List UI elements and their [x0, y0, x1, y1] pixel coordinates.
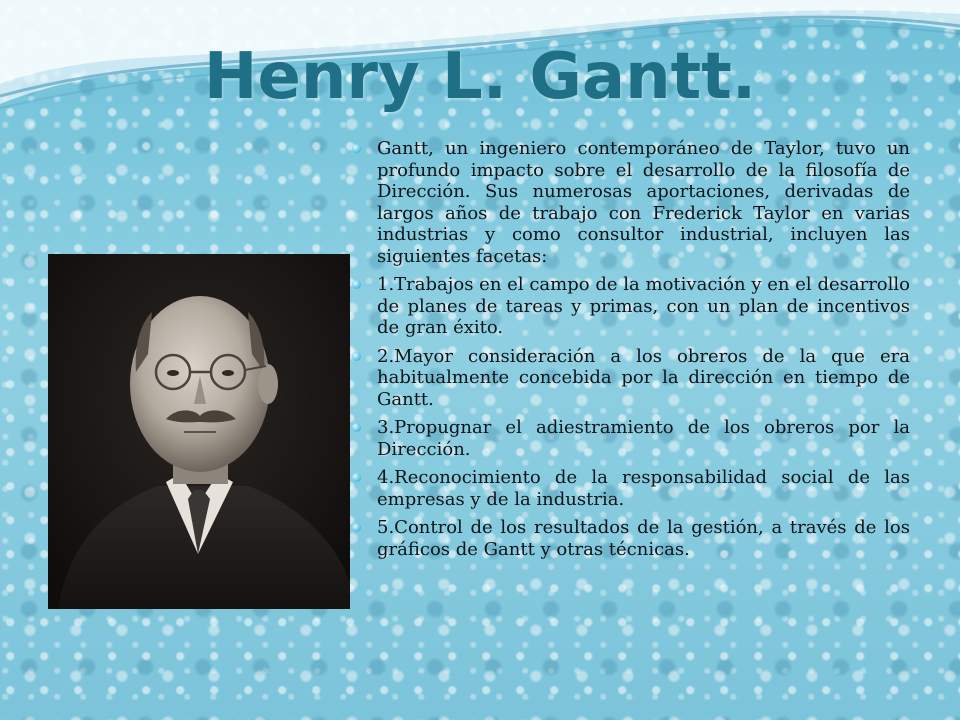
bullet-item — [350, 467, 910, 510]
slide-title: Henry L. Gantt. — [203, 40, 757, 114]
bullet-text: 2.Mayor consideración a los obreros de la que era habitualmente concebida por la dirección en tiempo de Gantt. — [377, 345, 910, 410]
slide-body — [350, 138, 910, 567]
bullet-item — [350, 517, 910, 560]
portrait-illustration — [48, 254, 350, 609]
bullet-dot-icon — [352, 352, 361, 361]
bullet-dot-icon — [352, 280, 361, 289]
bullet-text: 3.Propugnar el adiestramiento de los obreros por la Dirección. — [377, 417, 910, 460]
bullet-dot-icon — [352, 423, 361, 432]
bullet-text: 1.Trabajos en el campo de la motivación y en el desarrollo de planes de tareas y primas, con un plan de incentivos de gran éxito. — [377, 274, 910, 338]
bullet-dot-icon — [352, 144, 361, 153]
bullet-item — [350, 274, 910, 339]
bullet-text: 5.Control de los resultados de la gestión, a través de los gráficos de Gantt y otras técnicas. — [377, 517, 910, 560]
bullet-dot-icon — [352, 523, 361, 532]
bullet-text: Gantt, un ingeniero contemporáneo de Taylor, tuvo un profundo impacto sobre el desarrollo de la filosofía de Dirección. Sus numerosas aportaciones, derivadas de largos años de trabajo con Frederick Taylor en varias industrias y como consultor industrial, incluyen las siguientes facetas: — [377, 138, 910, 267]
bullet-text: 4.Reconocimiento de la responsabilidad social de las empresas y de la industria. — [377, 467, 910, 510]
bullet-list — [350, 138, 910, 560]
bullet-item — [350, 138, 910, 267]
bullet-item — [350, 346, 910, 411]
portrait-photo — [48, 254, 350, 609]
bullet-item — [350, 417, 910, 460]
bullet-dot-icon — [352, 473, 361, 482]
